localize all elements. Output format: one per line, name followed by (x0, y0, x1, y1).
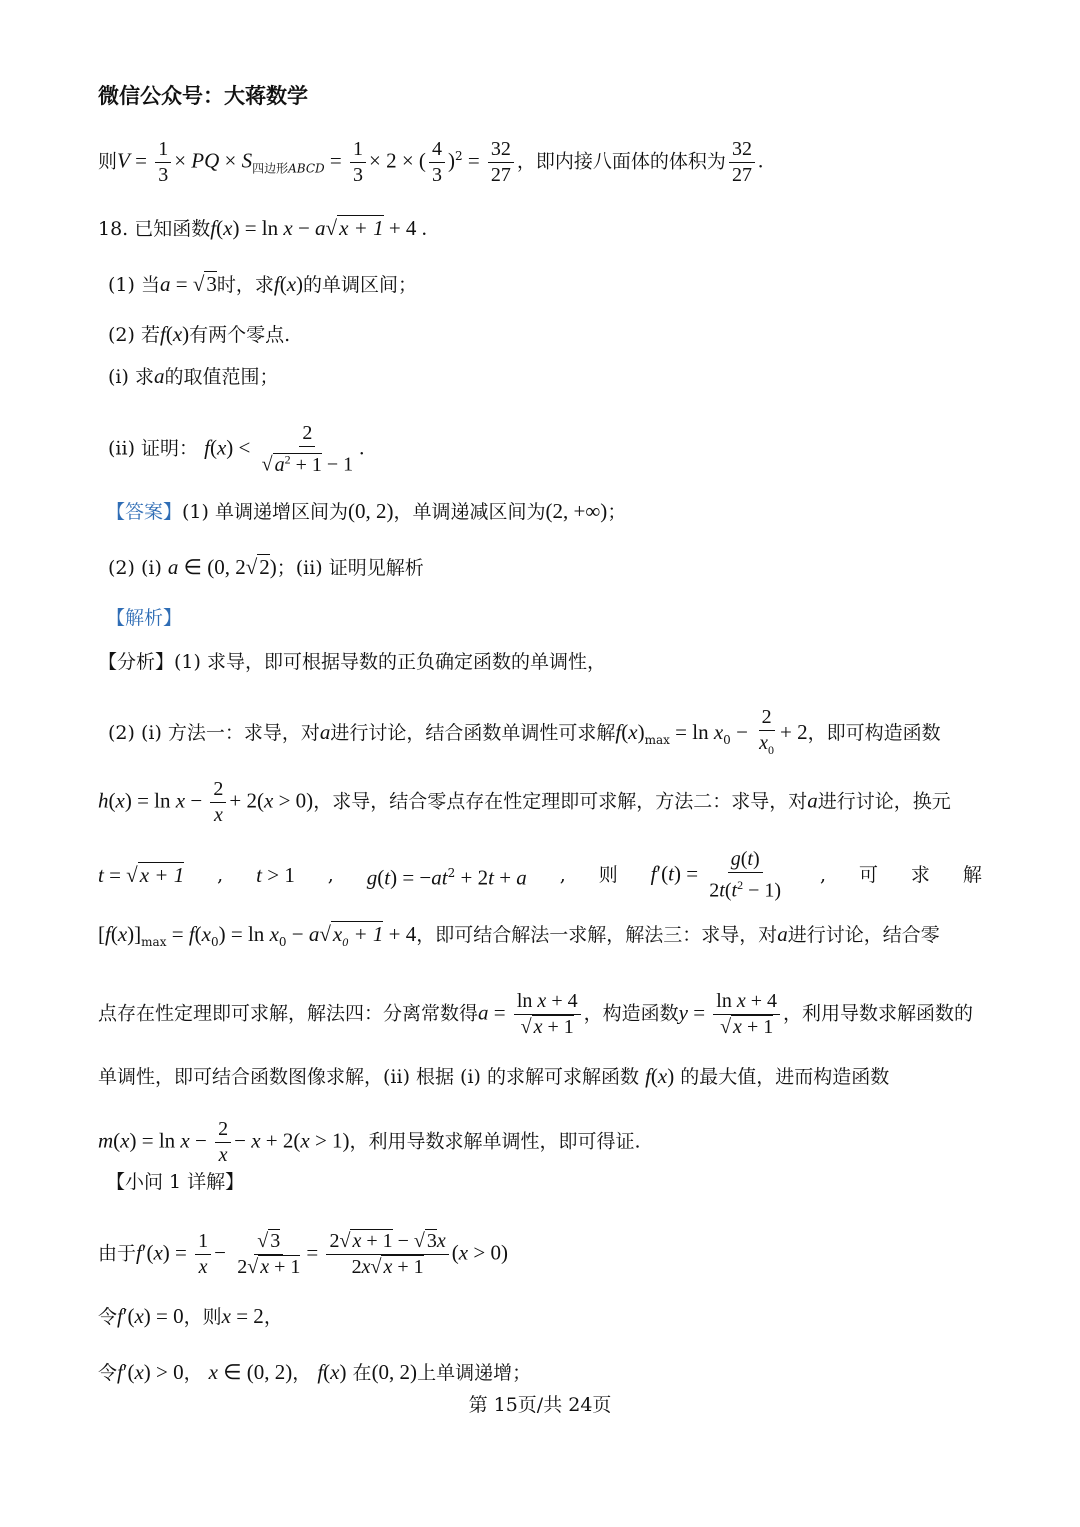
page-header: 微信公众号：大蒋数学 (98, 84, 308, 108)
analysis-p3: h(x) = ln x − $\frac{2}{x}$ + 2(x > 0)，求导，结合零点存在性定理即可求解，方法二：求导，对a进行讨论，换元 (98, 778, 951, 826)
analysis-p2: (2) (i) 方法一：求导，对a进行讨论，结合函数单调性可求解$f(x)_{max} = \ln x_0$ − $\frac{2}{x_0}$ + 2，即可构造函数 (108, 706, 941, 757)
detail-tag: 【小问 1 详解】 (106, 1171, 245, 1193)
question-part-2i: (i) 求a的取值范围； (108, 364, 279, 388)
analysis-p7: 单调性，即可结合函数图像求解，(ii) 根据 (i) 的求解可求解函数 f(x) 的最大值，进而构造函数 (98, 1064, 890, 1088)
detail-derivative: 由于f′(x) = $\frac{1}{x}$ − $\frac{√ 3}{2√ x + 1}$ = $\frac{2√ x + 1 - √ 3x}{2x√ x + 1}$ (x > 0) (98, 1230, 508, 1278)
detail-increasing: 令f′(x) > 0， x ∈ (0, 2)， f(x) 在(0, 2)上单调递增； (98, 1360, 532, 1384)
analysis-summary: 【分析】(1) 求导，即可根据导数的正负确定函数的单调性， (98, 651, 606, 673)
question-part-1: (1) 当a = √3时，求f(x)的单调区间； (108, 272, 418, 296)
detail-zero: 令f′(x) = 0，则x = 2， (98, 1304, 283, 1328)
question-18: 18. 已知函数f(x) = ln x − a√x + 1 + 4 . (98, 216, 427, 240)
answer-tag: 【答案】 (106, 501, 183, 523)
volume-line: 则V = $\frac{1}{3}$ × PQ × $S_{四边形ABCD}$ = $\frac{1}{3}$ × 2 × ( $\frac{4}{3}$ )$^2$ = $\frac{32}{27}$ ，即内接八面体的体积为 $\frac{32}{27}$ . (98, 138, 764, 186)
analysis-p4: t = √x + 1 , t > 1 , $g(t) = -at^2 + 2t + a$ , 则 f′(t) = $\frac{g(t)}{2t(t^2 - 1)}$ , 可 求 解 (98, 848, 982, 902)
analysis-p5: $[f(x)]_{max} = f(x_0) = \ln x_0 - a√x_0 + 1 + 4$，即可结合解法一求解，解法三：求导，对a进行讨论，结合零 (98, 922, 940, 950)
question-part-2: (2) 若f(x)有两个零点. (108, 322, 291, 346)
answer-line-1: 【答案】(1) 单调递增区间为(0, 2)，单调递减区间为(2, +∞)； (106, 499, 627, 523)
frac-1-3: $\frac{1}{3}$ (155, 138, 171, 187)
analysis-p8: m(x) = ln x − $\frac{2}{x}$ − x + 2(x > 1)，利用导数求解单调性，即可得证. (98, 1118, 641, 1166)
page-footer: 第 15页/共 24页 (468, 1394, 612, 1416)
question-part-2ii: (ii) 证明： f(x) < $\frac{2}{√ a^2 + 1 - 1}$ . (108, 422, 365, 476)
analysis-p6: 点存在性定理即可求解，解法四：分离常数得a = $\frac{\text{ln x + 4}}{√ x + 1}$ ，构造函数y = $\frac{\text{ln x + 4}}{√ x + 1}$ ，利用导数求解函数的 (98, 990, 974, 1038)
answer-line-2: (2) (i) a ∈ (0, 2√2)；(ii) 证明见解析 (108, 555, 424, 579)
analysis-tag: 【解析】 (106, 607, 183, 629)
